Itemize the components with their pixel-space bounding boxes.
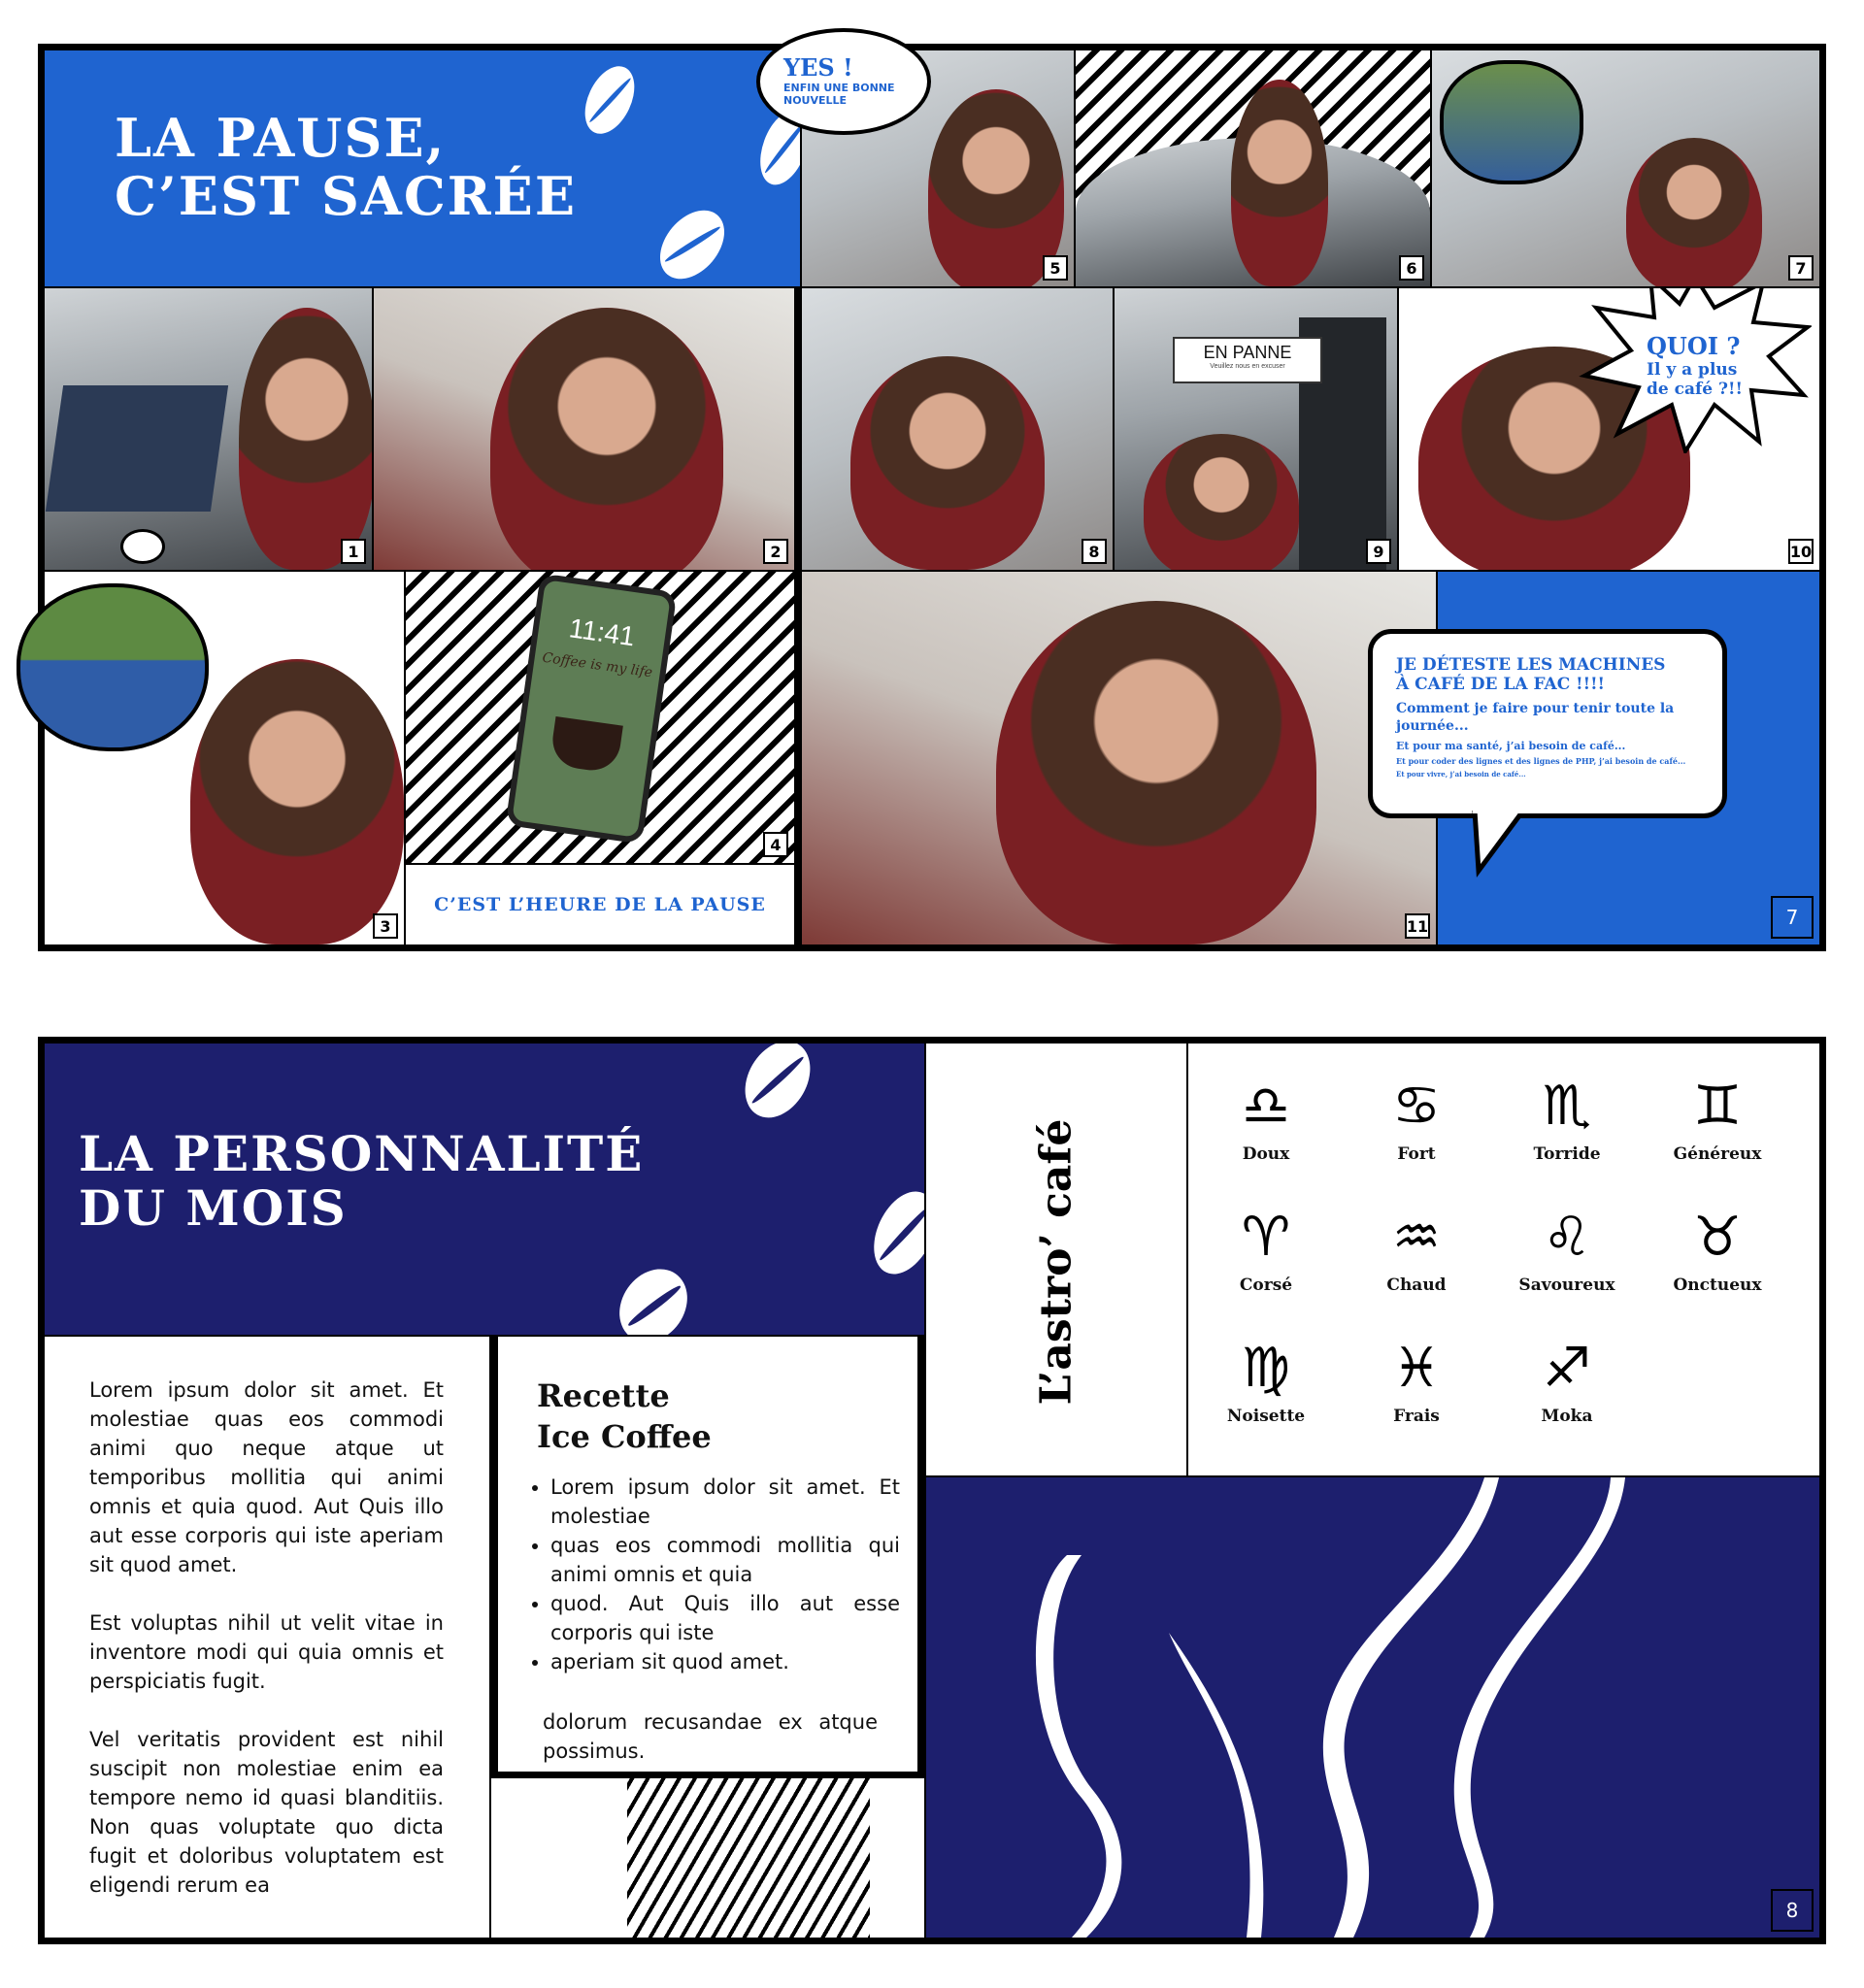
recipe-title-1: Recette	[537, 1377, 670, 1414]
person-photo	[996, 601, 1316, 944]
coffee-bean-icon	[606, 1256, 701, 1335]
person-photo	[1626, 138, 1762, 286]
taurus-icon: ♉	[1692, 1206, 1743, 1269]
zodiac-item	[1348, 1073, 1484, 1164]
aquarius-icon: ♒	[1391, 1206, 1442, 1269]
zodiac-item	[1499, 1073, 1635, 1164]
sagittarius-icon: ♐	[1542, 1337, 1592, 1400]
laptop-photo	[46, 385, 228, 512]
zodiac-item	[1499, 1335, 1635, 1426]
page-title	[115, 109, 577, 226]
page-title	[79, 1127, 644, 1236]
recipe-box	[491, 1337, 924, 1778]
panel-number: 6	[1399, 255, 1424, 281]
phone-time: 11:41	[567, 613, 637, 652]
steam-panel	[926, 1477, 1819, 1938]
comic-panel-1	[45, 288, 372, 570]
coffee-bean-icon	[862, 1181, 924, 1283]
title-line-2: C’EST SACRÉE	[115, 165, 577, 228]
pisces-icon: ♓	[1391, 1337, 1442, 1400]
article-paragraph-3: Vel veritatis provident est nihil suscipit non molestiae enim ea tempore nemo id quasi blanditiis. Non quas voluptate quo dicta fugit et doloribus voluptatem est eligendi rerum ea	[89, 1728, 444, 1897]
recipe-inner	[498, 1337, 917, 1772]
article-paragraph-2: Est voluptas nihil ut velit vitae in inventore modi qui quia omnis et perspiciatis fugit.	[89, 1611, 444, 1693]
cancer-icon: ♋	[1391, 1075, 1442, 1138]
person-photo	[239, 308, 372, 570]
panel-number: 7	[1788, 255, 1814, 281]
zodiac-label: Frais	[1393, 1407, 1440, 1426]
recipe-item: • aperiam sit quod amet.	[550, 1647, 900, 1676]
person-photo	[490, 308, 723, 570]
person-photo	[850, 356, 1045, 570]
burst-line-1: Il y a plus	[1647, 360, 1738, 380]
page-number-box	[1771, 1889, 1814, 1932]
burst-line-2: de café ?!!	[1647, 380, 1743, 399]
rant-line-2: Et pour ma santé, j’ai besoin de café...	[1396, 740, 1626, 752]
panel-number: 4	[763, 832, 788, 857]
page-number: 7	[1785, 906, 1799, 929]
zodiac-panel	[1188, 1044, 1819, 1475]
zodiac-label: Corsé	[1239, 1276, 1293, 1295]
aries-icon: ♈	[1241, 1206, 1291, 1269]
recipe-area	[491, 1337, 924, 1938]
scorpio-icon: ♏	[1542, 1075, 1592, 1138]
pause-caption: C’EST L’HEURE DE LA PAUSE	[434, 894, 766, 915]
recipe-title-2: Ice Coffee	[537, 1418, 712, 1455]
phone-text: Coffee is my life	[541, 649, 653, 681]
steam-wisp	[1169, 1633, 1263, 1938]
title-line-2: DU MOIS	[79, 1179, 348, 1237]
rant-line-1: Comment je faire pour tenir toute la journée...	[1396, 701, 1675, 734]
comic-panel-7	[1432, 50, 1819, 286]
zodiac-label: Chaud	[1386, 1276, 1447, 1295]
zodiac-item	[1198, 1073, 1334, 1164]
astro-title: L’astro’ café	[1031, 1118, 1082, 1406]
zodiac-item	[1649, 1204, 1785, 1295]
panel-number: 11	[1405, 913, 1430, 939]
panel-number: 10	[1788, 539, 1814, 564]
zodiac-label: Noisette	[1226, 1407, 1306, 1426]
zodiac-item	[1499, 1204, 1635, 1295]
comic-panel-4	[406, 572, 794, 863]
coffee-bean-icon	[575, 58, 644, 142]
bubble-yes-text: YES !	[783, 53, 853, 82]
title-panel	[45, 1044, 924, 1335]
recipe-list	[525, 1473, 900, 1676]
recipe-item: • quod. Aut Quis illo aut esse corporis qui iste	[550, 1589, 900, 1647]
comic-panel-2	[374, 288, 794, 570]
steam-wisp	[1454, 1477, 1625, 1938]
virgo-icon: ♍	[1241, 1337, 1291, 1400]
panel-number: 2	[763, 539, 788, 564]
thought-bubble-bench	[17, 583, 209, 751]
person-photo	[1231, 80, 1328, 286]
article-paragraph-1: Lorem ipsum dolor sit amet. Et molestiae quas eos commodi animi quo neque atque ut temporibus mollitia qui animi omnis et quia quod. Aut Quis illo aut esse corporis qui iste aperiam sit quod amet.	[89, 1378, 444, 1576]
comic-panel-10	[1399, 288, 1819, 570]
zodiac-item	[1198, 1335, 1334, 1426]
panel-number: 3	[373, 913, 398, 939]
en-panne-subtext: Veuillez nous en excuser	[1210, 363, 1285, 370]
rant-bubble-tail	[1465, 811, 1543, 878]
zodiac-label: Généreux	[1673, 1144, 1762, 1164]
phone-photo	[505, 573, 677, 844]
rant-title-1: JE DÉTESTE LES MACHINES	[1396, 655, 1666, 675]
zodiac-item	[1348, 1335, 1484, 1426]
steam-wisp	[1036, 1555, 1121, 1938]
bubble-yes-subtext: ENFIN UNE BONNE NOUVELLE	[783, 82, 895, 107]
zodiac-label: Moka	[1541, 1407, 1593, 1426]
person-photo	[190, 659, 404, 944]
rant-line-4: Et pour vivre, j’ai besoin de café...	[1396, 770, 1526, 779]
coffee-bean-icon	[648, 198, 738, 286]
panel-number: 5	[1043, 255, 1068, 281]
speech-bubble-yes	[756, 28, 931, 135]
panel-number: 9	[1366, 539, 1391, 564]
thought-bubble	[1440, 60, 1583, 184]
comic-page-7	[38, 44, 1826, 951]
steam-illustration	[926, 1477, 1819, 1938]
leo-icon: ♌	[1542, 1206, 1592, 1269]
comic-panel-9	[1115, 288, 1397, 570]
page-number: 8	[1785, 1899, 1799, 1922]
zodiac-item	[1649, 1073, 1785, 1164]
title-panel	[45, 50, 800, 286]
en-panne-text: EN PANNE	[1203, 343, 1292, 362]
recipe-item: • Lorem ipsum dolor sit amet. Et molestiae	[550, 1473, 900, 1531]
recipe-title	[537, 1375, 712, 1457]
rant-line-3: Et pour coder des lignes et des lignes de PHP, j’ai besoin de café...	[1396, 756, 1686, 766]
libra-icon: ♎	[1241, 1075, 1291, 1138]
comic-panel-6	[1076, 50, 1430, 286]
panel-number: 8	[1082, 539, 1107, 564]
stripes-decoration	[627, 1764, 870, 1938]
person-photo	[1144, 434, 1299, 570]
title-line-1: LA PAUSE,	[115, 107, 447, 169]
comic-panel-8	[802, 288, 1113, 570]
article-text-panel	[45, 1337, 489, 1938]
gemini-icon: ♊	[1692, 1075, 1743, 1138]
page-number-box	[1771, 896, 1814, 939]
zodiac-label: Fort	[1397, 1144, 1436, 1164]
coffee-cup-icon	[549, 716, 623, 774]
speech-bubble-rant	[1368, 629, 1727, 818]
en-panne-sign	[1173, 337, 1322, 383]
zodiac-label: Savoureux	[1518, 1276, 1615, 1295]
rant-title-2: À CAFÉ DE LA FAC !!!!	[1396, 675, 1606, 694]
zodiac-label: Doux	[1242, 1144, 1290, 1164]
zodiac-item	[1198, 1204, 1334, 1295]
panel-number: 1	[341, 539, 366, 564]
zodiac-item	[1348, 1204, 1484, 1295]
zodiac-label: Onctueux	[1673, 1276, 1762, 1295]
recipe-footer: dolorum recusandae ex atque possimus.	[543, 1710, 878, 1763]
coffee-bean-icon	[732, 1044, 823, 1129]
thought-bubble-small	[120, 529, 165, 564]
burst-text	[1647, 332, 1743, 399]
magazine-page-8	[38, 1037, 1826, 1944]
burst-title: QUOI ?	[1647, 332, 1741, 360]
astro-title-panel	[926, 1044, 1186, 1475]
title-line-1: LA PERSONNALITÉ	[79, 1125, 645, 1182]
pause-caption-box	[406, 865, 794, 944]
zodiac-label: Torride	[1533, 1144, 1601, 1164]
recipe-item: • quas eos commodi mollitia qui animi omnis et quia	[550, 1531, 900, 1589]
comic-panel-11	[802, 572, 1436, 944]
